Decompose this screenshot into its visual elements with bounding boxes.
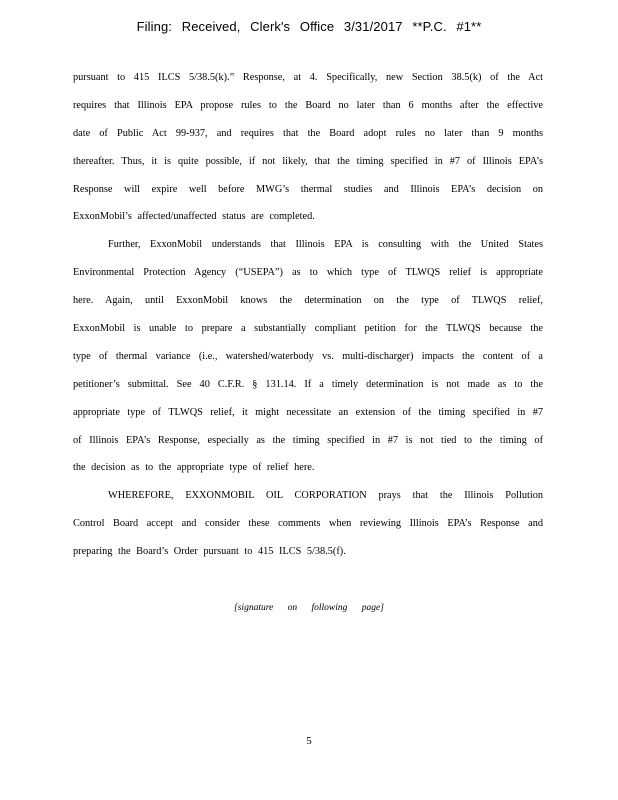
text-line: Response will expire well before MWG’s thermal studies and Illinois EPA’s decision on <box>73 183 543 195</box>
text-line: the decision as to the appropriate type of relief here. <box>73 462 315 474</box>
text-line: preparing the Board’s Order pursuant to 415 ILCS 5/38.5(f). <box>73 546 346 558</box>
text-line: requires that Illinois EPA propose rules to the Board no later than 6 months after the effective <box>73 99 543 111</box>
signature-note: [signature on following page] <box>234 603 384 613</box>
text-line: type of thermal variance (i.e., watershed/waterbody vs. multi-discharger) impacts the content of a <box>73 350 543 362</box>
paragraph-usepa-consultation <box>73 235 543 486</box>
text-line: WHEREFORE, EXXONMOBIL OIL CORPORATION prays that the Illinois Pollution <box>108 490 543 502</box>
paragraph-response-timing <box>73 68 543 235</box>
text-line: appropriate type of TLWQS relief, it might necessitate an extension of the timing specified in #7 <box>73 406 543 418</box>
text-line: here. Again, until ExxonMobil knows the determination on the type of TLWQS relief, <box>73 295 543 307</box>
text-line: ExxonMobil is unable to prepare a substantially compliant petition for the TLWQS because the <box>73 323 543 335</box>
text-line: of Illinois EPA’s Response, especially as the timing specified in #7 is not tied to the timing of <box>73 434 543 446</box>
document-body <box>73 68 543 570</box>
text-line: ExxonMobil’s affected/unaffected status are completed. <box>73 211 315 223</box>
text-line: date of Public Act 99-937, and requires that the Board adopt rules no later than 9 months <box>73 127 543 139</box>
page-number: 5 <box>306 735 312 747</box>
paragraph-wherefore-prayer <box>73 486 543 570</box>
text-line: Control Board accept and consider these comments when reviewing Illinois EPA’s Response and <box>73 518 543 530</box>
text-line: Further, ExxonMobil understands that Illinois EPA is consulting with the United States <box>108 239 543 251</box>
text-line: Environmental Protection Agency (“USEPA”) as to which type of TLWQS relief is appropriate <box>73 267 543 279</box>
text-line: petitioner’s submittal. See 40 C.F.R. § 131.14. If a timely determination is not made as to the <box>73 378 543 390</box>
filing-stamp-header: Filing: Received, Clerk's Office 3/31/2017 **P.C. #1** <box>136 19 482 34</box>
text-line: thereafter. Thus, it is quite possible, if not likely, that the timing specified in #7 of Illinois EPA’s <box>73 155 543 167</box>
text-line: pursuant to 415 ILCS 5/38.5(k).” Response, at 4. Specifically, new Section 38.5(k) of the Act <box>73 72 543 83</box>
